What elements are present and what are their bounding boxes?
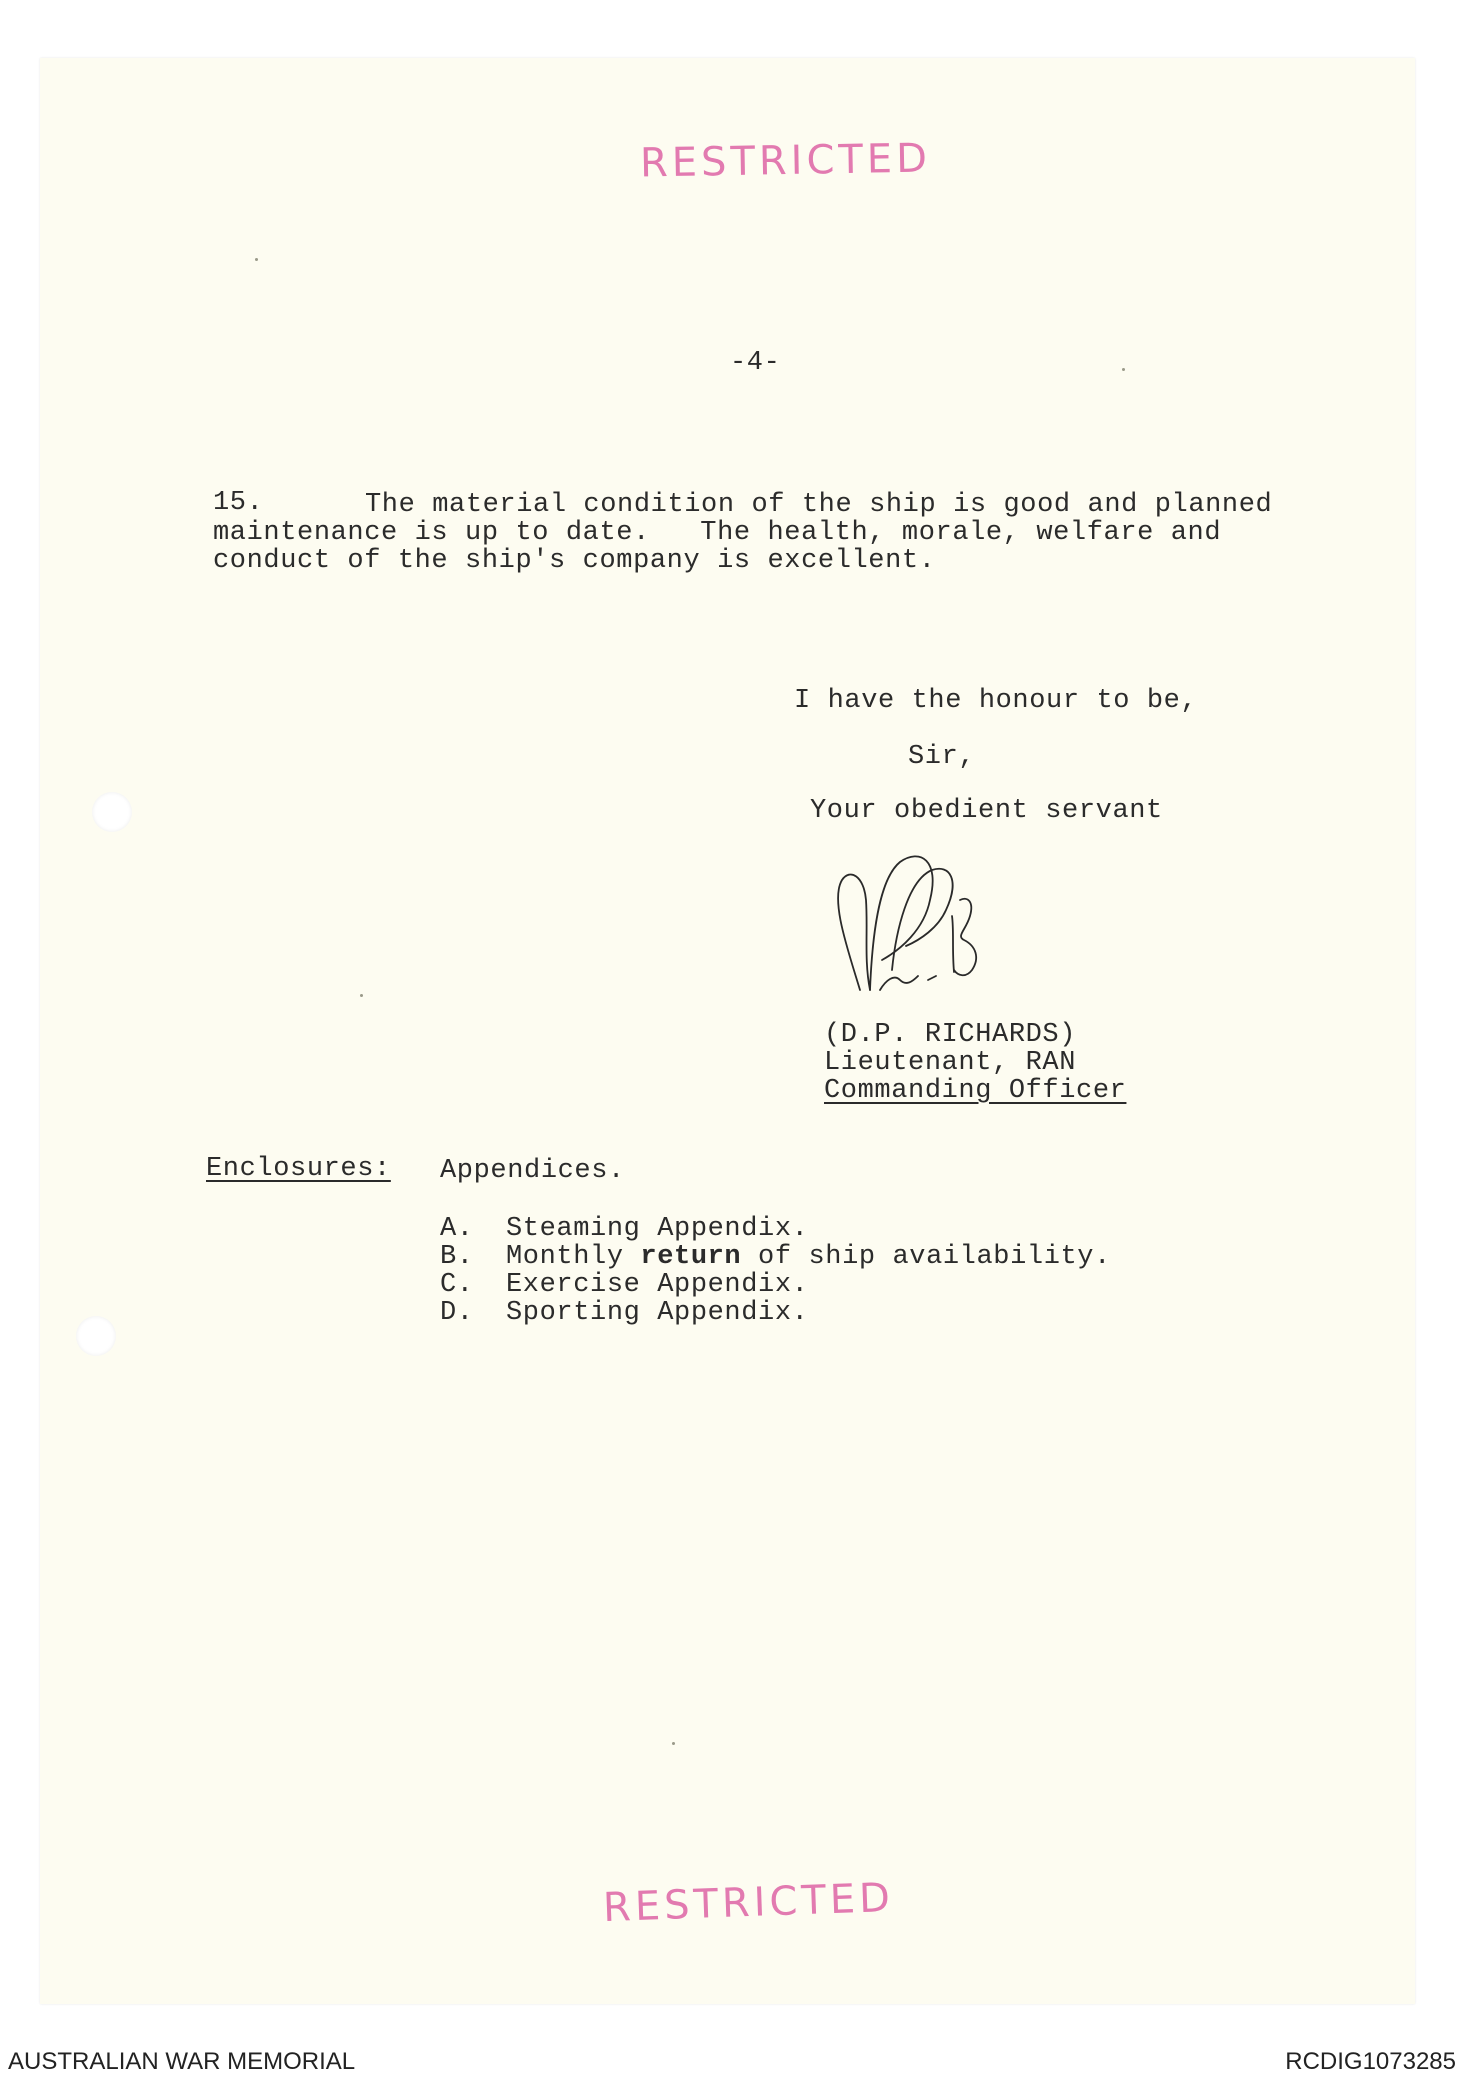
enclosures-heading: Appendices. <box>440 1156 625 1186</box>
document-sheet <box>40 58 1415 2004</box>
closing-line-1: I have the honour to be, <box>794 686 1198 716</box>
enclosure-item-text: Monthly return of ship availability. <box>506 1242 1111 1272</box>
paragraph-line-2: maintenance is up to date. The health, morale, welfare and <box>213 518 1222 548</box>
punch-hole-lower <box>76 1316 116 1356</box>
restricted-stamp-bottom: RESTRICTED <box>602 1874 895 1932</box>
paragraph-number: 15. <box>213 488 264 518</box>
enclosure-item-text: Sporting Appendix. <box>506 1298 809 1328</box>
footer-archive-name: AUSTRALIAN WAR MEMORIAL <box>8 2048 356 2075</box>
enclosure-item-text: Steaming Appendix. <box>506 1214 809 1244</box>
paper-speck <box>360 994 363 997</box>
paragraph-line-1: The material condition of the ship is good and planned <box>365 490 1273 520</box>
enclosures-label: Enclosures: <box>206 1154 391 1184</box>
footer-record-id: RCDIG1073285 <box>1285 2048 1456 2075</box>
signatory-title: Commanding Officer <box>824 1076 1127 1106</box>
closing-line-3: Your obedient servant <box>810 796 1163 826</box>
page-number: -4- <box>730 348 781 378</box>
paragraph-line-3: conduct of the ship's company is excellent. <box>213 546 936 576</box>
closing-line-2: Sir, <box>908 742 976 772</box>
handwritten-signature <box>820 840 1010 1010</box>
signatory-rank: Lieutenant, RAN <box>824 1048 1077 1078</box>
paper-speck <box>1122 368 1125 371</box>
signatory-name: (D.P. RICHARDS) <box>824 1020 1077 1050</box>
enclosure-item-letter: B. <box>440 1242 474 1272</box>
paper-speck <box>255 258 258 261</box>
enclosure-item-letter: C. <box>440 1270 474 1300</box>
enclosure-item-letter: D. <box>440 1298 474 1328</box>
enclosure-item-letter: A. <box>440 1214 474 1244</box>
restricted-stamp-top: RESTRICTED <box>639 135 932 187</box>
enclosure-item-text: Exercise Appendix. <box>506 1270 809 1300</box>
paper-speck <box>672 1742 675 1745</box>
punch-hole-upper <box>92 792 132 832</box>
